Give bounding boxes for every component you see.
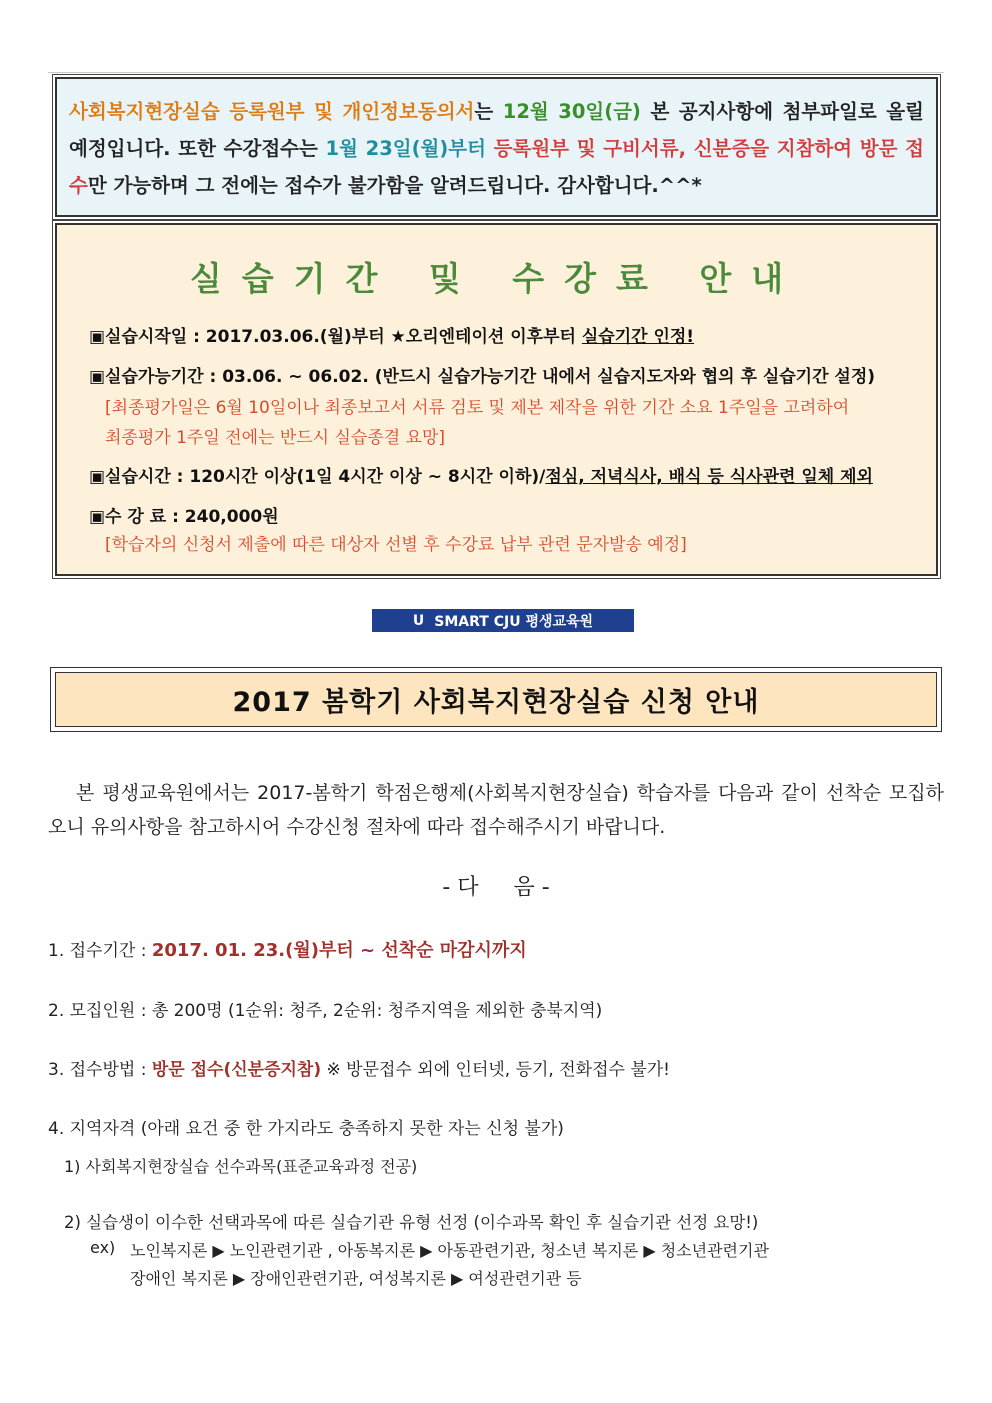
page-title: 2017 봄학기 사회복지현장실습 신청 안내 <box>55 672 937 727</box>
item-recruitment: 2. 모집인원 : 총 200명 (1순위: 청주, 2순위: 청주지역을 제외한 충북지역) <box>48 1001 603 1021</box>
notice-text: 는 <box>474 100 503 123</box>
logo-text: SMART CJU 평생교육원 <box>434 613 594 630</box>
intro-paragraph: 본 평생교육원에서는 2017-봄학기 학점은행제(사회복지현장실습) 학습자를 다음과 같이 선착순 모집하오니 유의사항을 참고하시어 수강신청 절차에 따라 접수해주시기 바랍니다. <box>48 782 944 838</box>
section-heading: - 다 음 - <box>442 875 550 900</box>
item-eligibility: 4. 지역자격 (아래 요건 중 한 가지라도 충족하지 못한 자는 신청 불가) <box>48 1119 564 1139</box>
item-reception-method: 3. 접수방법 : 방문 접수(신분증지참) ※ 방문접수 외에 인터넷, 등기, 전화접수 불가! <box>48 1060 670 1080</box>
info-period-note: 최종평가 1주일 전에는 반드시 실습종결 요망] <box>105 428 446 448</box>
info-period-note: [최종평가일은 6월 10일이나 최종보고서 서류 검토 및 제본 제작을 위한 기간 소요 1주일을 고려하여 <box>105 398 850 418</box>
notice-requirements: 등록원부 및 구비서류, 신분증을 지참하여 방문 접수 <box>69 137 924 197</box>
title-banner <box>50 667 942 732</box>
notice-text: 본 공지사항에 첨부파일로 올릴 예정입니다. 또한 수강접수는 <box>69 100 924 160</box>
notice-upload-date: 12월 30일(금) <box>502 100 641 123</box>
example-line: 장애인 복지론 ▶ 장애인관련기관, 여성복지론 ▶ 여성관련기관 등 <box>130 1269 582 1288</box>
info-period: ▣실습가능기간 : 03.06. ~ 06.02. (반드시 실습가능기간 내에서 실습지도자와 협의 후 실습기간 설정) <box>89 367 876 387</box>
info-hours: ▣실습시간 : 120시간 이상(1일 4시간 이상 ~ 8시간 이하)/점심, 저녁식사, 배식 등 식사관련 일체 제외 <box>89 467 873 487</box>
info-fee: ▣수 강 료 : 240,000원 <box>89 507 279 527</box>
info-fee-note: [학습자의 신청서 제출에 따른 대상자 선별 후 수강료 납부 관련 문자발송 예정] <box>105 535 687 555</box>
info-start-date: ▣실습시작일 : 2017.03.06.(월)부터 ★오리엔테이션 이후부터 실습기간 인정! <box>89 327 695 347</box>
example-label: ex) <box>90 1238 116 1257</box>
notice-reception-date: 1월 23일(월)부터 <box>325 137 486 160</box>
practice-info-box <box>55 223 938 576</box>
eligibility-sub-2: 2) 실습생이 이수한 선택과목에 따른 실습기관 유형 선정 (이수과목 확인 후 실습기관 선정 요망!) <box>64 1213 759 1232</box>
notice-box <box>55 77 938 217</box>
institution-logo <box>372 609 634 632</box>
notice-text: 만 가능하며 그 전에는 접수가 불가함을 알려드립니다. 감사합니다.^^* <box>87 174 702 197</box>
top-rule <box>48 72 944 73</box>
info-title: 실습기간 및 수강료 안내 <box>189 259 804 298</box>
eligibility-sub-1: 1) 사회복지현장실습 선수과목(표준교육과정 전공) <box>64 1157 418 1176</box>
item-reception-period: 1. 접수기간 : 2017. 01. 23.(월)부터 ~ 선착순 마감시까지 <box>48 940 527 961</box>
logo-icon: U <box>412 612 425 629</box>
example-line: 노인복지론 ▶ 노인관련기관 , 아동복지론 ▶ 아동관련기관, 청소년 복지론 ▶ 청소년관련기관 <box>130 1241 769 1260</box>
notice-form-names: 사회복지현장실습 등록원부 및 개인정보동의서 <box>69 100 475 123</box>
